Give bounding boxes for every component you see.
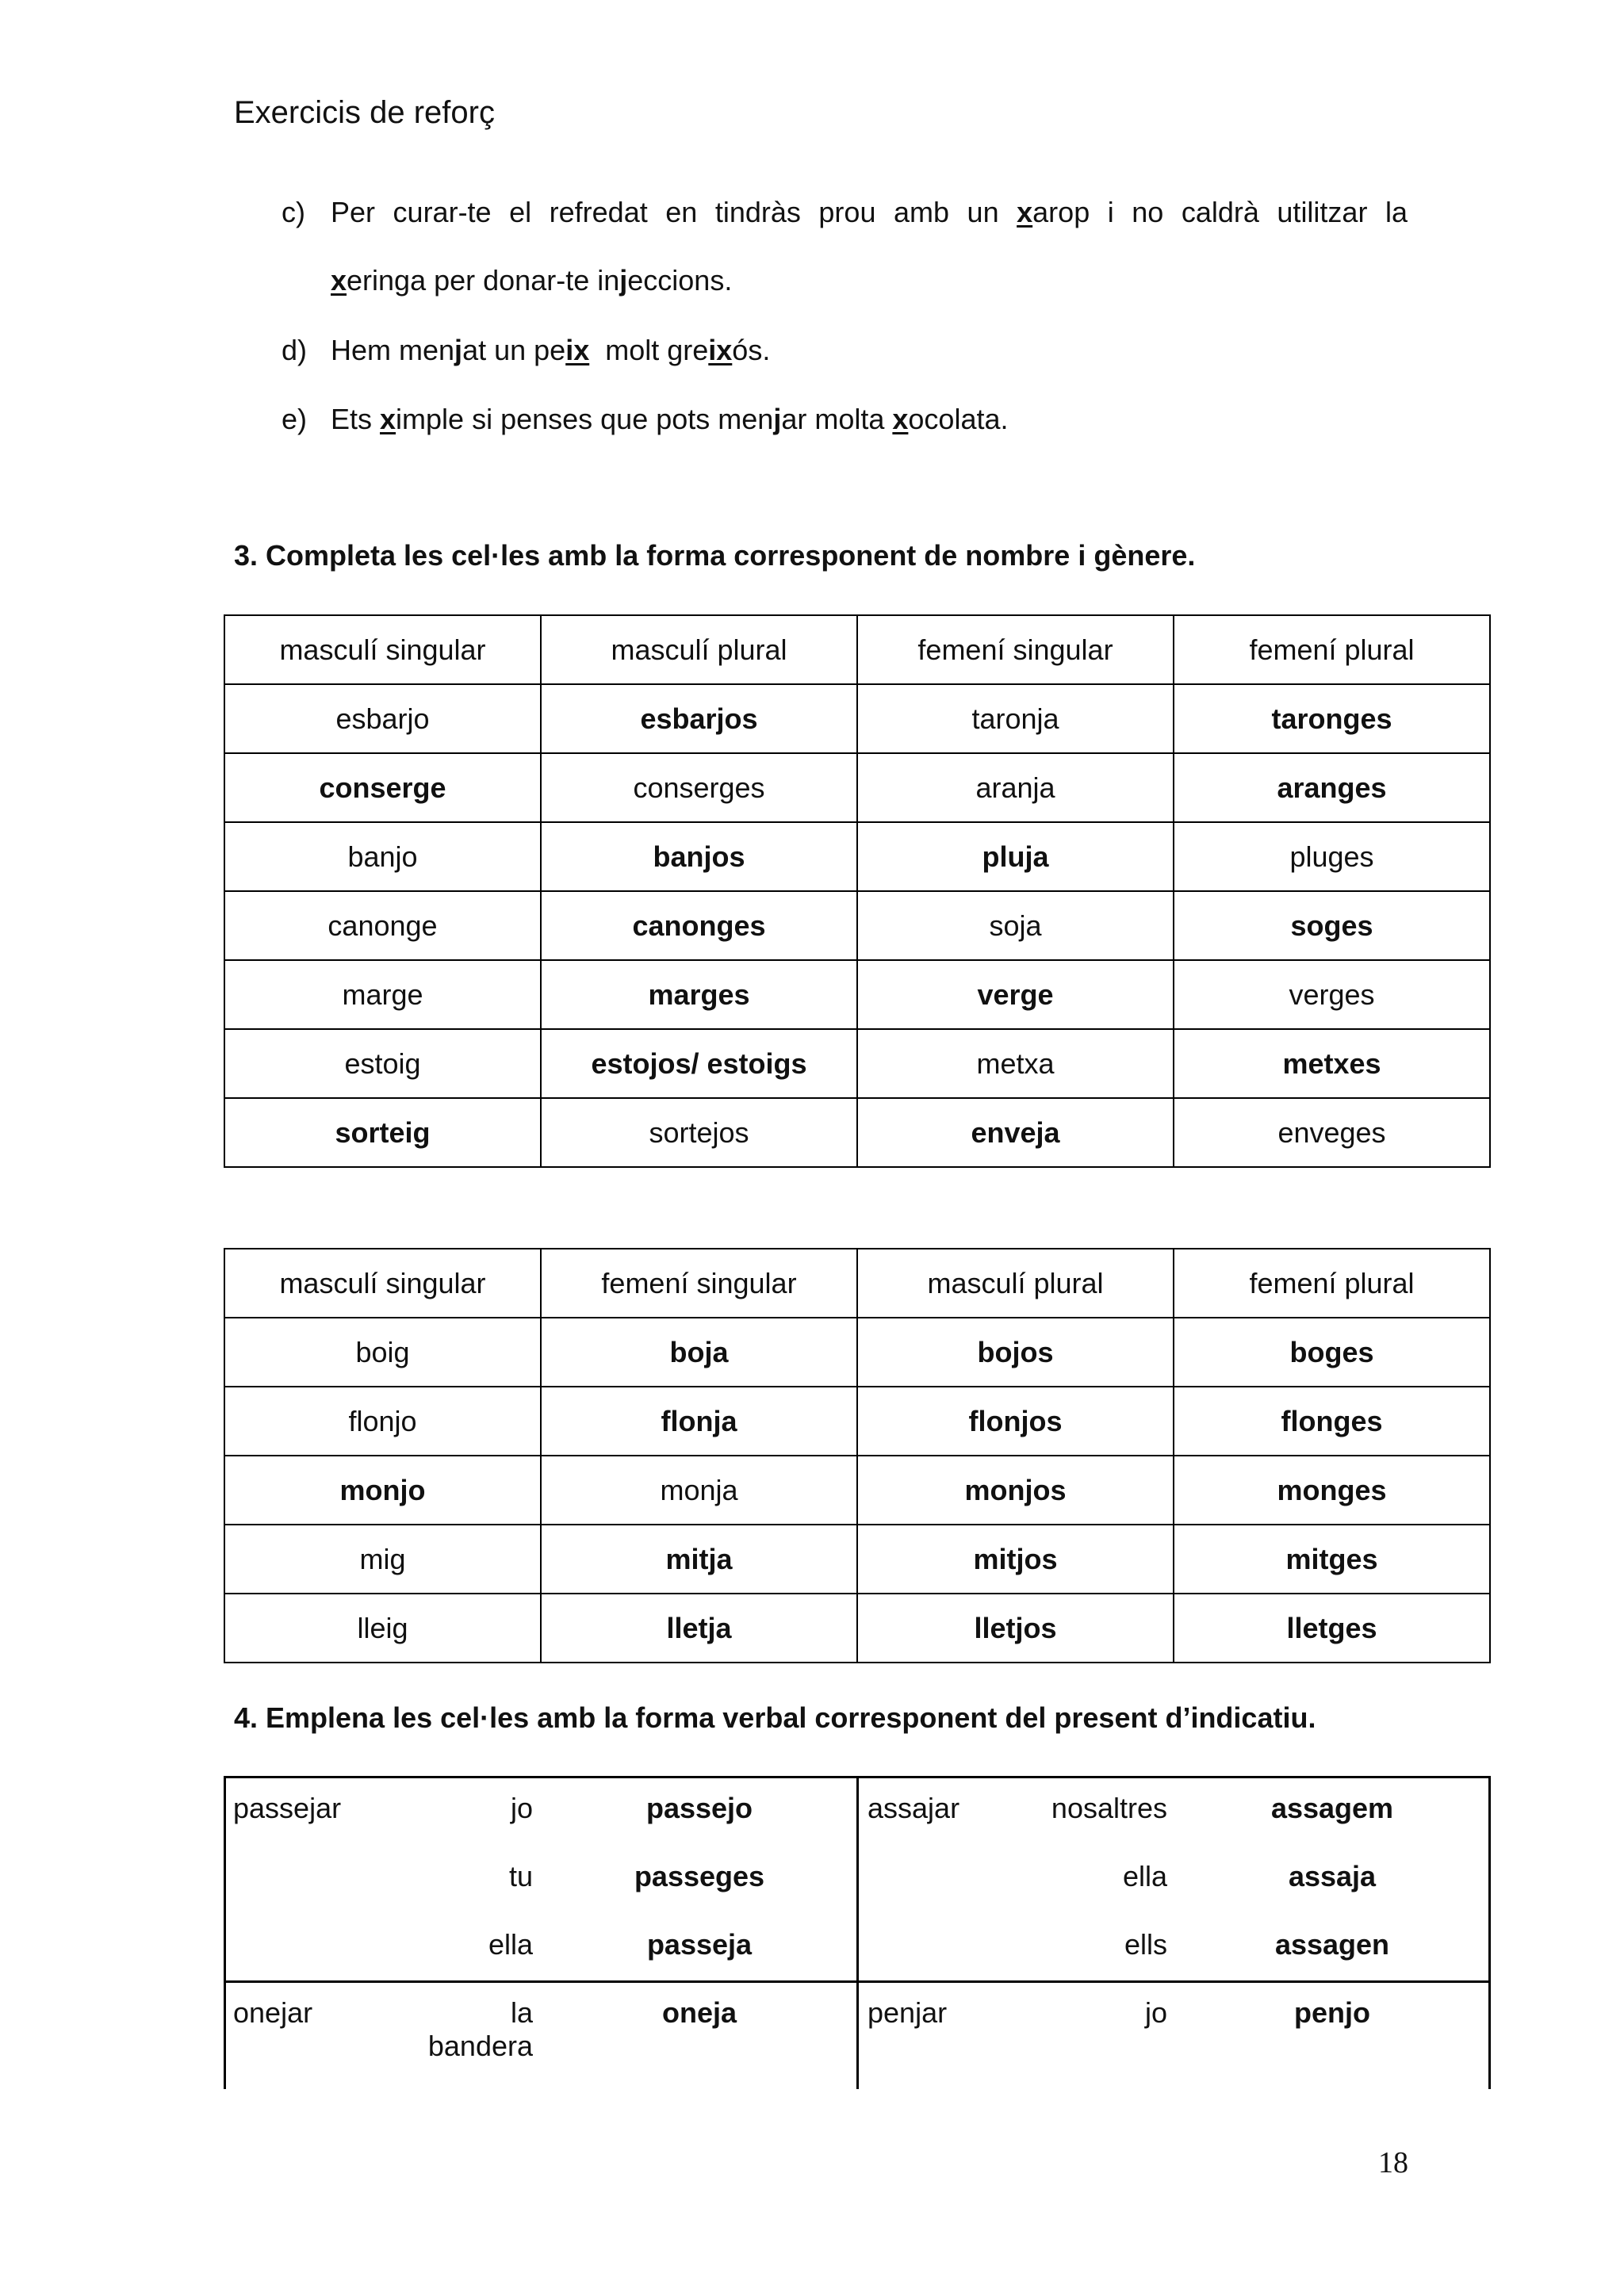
table-row — [224, 1594, 1490, 1663]
number-gender-table-1 — [224, 614, 1491, 1168]
table-row — [224, 1525, 1490, 1594]
table-cell: boges — [1174, 1318, 1490, 1387]
table-header-cell: masculí singular — [224, 615, 541, 684]
table-header-row — [224, 1249, 1490, 1318]
verb-form: assagen — [1274, 1928, 1390, 1961]
verb-form: assagem — [1270, 1792, 1394, 1824]
table-cell: verge — [857, 960, 1174, 1029]
table-cell: boja — [541, 1318, 857, 1387]
table-header-cell: masculí plural — [857, 1249, 1174, 1318]
table-cell: flonges — [1174, 1387, 1490, 1456]
table-cell: mig — [224, 1525, 541, 1594]
table-row — [224, 1029, 1490, 1098]
table-header-cell: femení singular — [541, 1249, 857, 1318]
sentence-label: e) — [282, 403, 308, 435]
pronoun: tu — [508, 1860, 533, 1892]
table-header-row — [224, 615, 1490, 684]
page-header-title: Exercicis de reforç — [234, 95, 495, 130]
table-cell: flonjos — [857, 1387, 1174, 1456]
table-cell: esbarjo — [224, 684, 541, 753]
sentence-text-line1: Per curar-te el refredat en tindràs prou amb un xarop i no caldrà utilitzar la — [331, 196, 1408, 228]
table-cell: conserge — [224, 753, 541, 822]
table-header-cell: masculí singular — [224, 1249, 541, 1318]
sentence-text-line1: Hem menjat un peix molt greixós. — [331, 334, 771, 366]
table-cell: canonges — [541, 891, 857, 960]
table-cell: enveja — [857, 1098, 1174, 1167]
table-cell: marge — [224, 960, 541, 1029]
pronoun: nosaltres — [1051, 1792, 1167, 1824]
table-cell: estoig — [224, 1029, 541, 1098]
table-header-cell: femení plural — [1174, 615, 1490, 684]
table-cell: monjo — [224, 1456, 541, 1525]
sentence-text-line2: xeringa per donar-te injeccions. — [331, 264, 733, 297]
table-cell: taronja — [857, 684, 1174, 753]
verb-form: passeja — [646, 1928, 753, 1961]
table-row — [224, 1456, 1490, 1525]
sentence-label: d) — [282, 334, 308, 366]
table-cell: soges — [1174, 891, 1490, 960]
table-cell: mitges — [1174, 1525, 1490, 1594]
table-cell: lletja — [541, 1594, 857, 1663]
table-cell: monjos — [857, 1456, 1174, 1525]
verb-infinitive: passejar — [233, 1792, 342, 1824]
table-cell: canonge — [224, 891, 541, 960]
table-cell: flonja — [541, 1387, 857, 1456]
verb-infinitive: penjar — [868, 1996, 948, 2029]
table-row — [224, 1387, 1490, 1456]
table-row — [224, 960, 1490, 1029]
pronoun: ella — [1122, 1860, 1167, 1892]
pronoun: la bandera — [427, 1996, 533, 2062]
table-cell: metxes — [1174, 1029, 1490, 1098]
sentence-text-line1: Ets ximple si penses que pots menjar molta xocolata. — [331, 403, 1009, 435]
table-row — [224, 1098, 1490, 1167]
table-cell: banjos — [541, 822, 857, 891]
table-cell: monges — [1174, 1456, 1490, 1525]
pronoun: jo — [510, 1792, 533, 1824]
verb-form: passejo — [645, 1792, 753, 1824]
table-cell: estojos/ estoigs — [541, 1029, 857, 1098]
table-border-left — [224, 1776, 226, 2089]
table-cell: lletges — [1174, 1594, 1490, 1663]
table-cell: esbarjos — [541, 684, 857, 753]
table-cell: taronges — [1174, 684, 1490, 753]
table-cell: marges — [541, 960, 857, 1029]
table-cell: aranja — [857, 753, 1174, 822]
verb-form: passeges — [634, 1860, 765, 1892]
table-cell: conserges — [541, 753, 857, 822]
sentence-label: c) — [282, 196, 305, 228]
table-cell: pluges — [1174, 822, 1490, 891]
table-cell: lletjos — [857, 1594, 1174, 1663]
table-cell: soja — [857, 891, 1174, 960]
pronoun: jo — [1144, 1996, 1167, 2029]
verb-conjugation-table — [224, 1776, 1491, 2089]
table-cell: flonjo — [224, 1387, 541, 1456]
table-header-cell: femení singular — [857, 615, 1174, 684]
verb-infinitive: onejar — [233, 1996, 313, 2029]
table-cell: bojos — [857, 1318, 1174, 1387]
verb-form: assaja — [1288, 1860, 1377, 1892]
table-cell: mitja — [541, 1525, 857, 1594]
table-cell: banjo — [224, 822, 541, 891]
table-cell: enveges — [1174, 1098, 1490, 1167]
table-header-cell: femení plural — [1174, 1249, 1490, 1318]
table-row — [224, 822, 1490, 891]
table-cell: aranges — [1174, 753, 1490, 822]
table-cell: sorteig — [224, 1098, 541, 1167]
pronoun: ells — [1124, 1928, 1167, 1961]
table-cell: sortejos — [541, 1098, 857, 1167]
verb-form: penjo — [1294, 1996, 1370, 2029]
table-row — [224, 891, 1490, 960]
table-cell: boig — [224, 1318, 541, 1387]
table-cell: metxa — [857, 1029, 1174, 1098]
table-header-cell: masculí plural — [541, 615, 857, 684]
number-gender-table-2 — [224, 1248, 1491, 1663]
table-cell: mitjos — [857, 1525, 1174, 1594]
table-border-center — [856, 1776, 859, 2089]
table-row — [224, 753, 1490, 822]
table-cell: lleig — [224, 1594, 541, 1663]
table-row — [224, 1318, 1490, 1387]
table-cell: verges — [1174, 960, 1490, 1029]
table-row — [224, 684, 1490, 753]
exercise3-heading: 3. Completa les cel·les amb la forma corresponent de nombre i gènere. — [234, 539, 1196, 572]
verb-infinitive: assajar — [868, 1792, 960, 1824]
table-cell: monja — [541, 1456, 857, 1525]
table-cell: pluja — [857, 822, 1174, 891]
exercise4-heading: 4. Emplena les cel·les amb la forma verbal corresponent del present d’indicatiu. — [234, 1701, 1316, 1734]
verb-form: oneja — [661, 1996, 737, 2029]
pronoun: ella — [488, 1928, 533, 1961]
page-number: 18 — [1378, 2146, 1408, 2179]
table-border-right — [1488, 1776, 1491, 2089]
